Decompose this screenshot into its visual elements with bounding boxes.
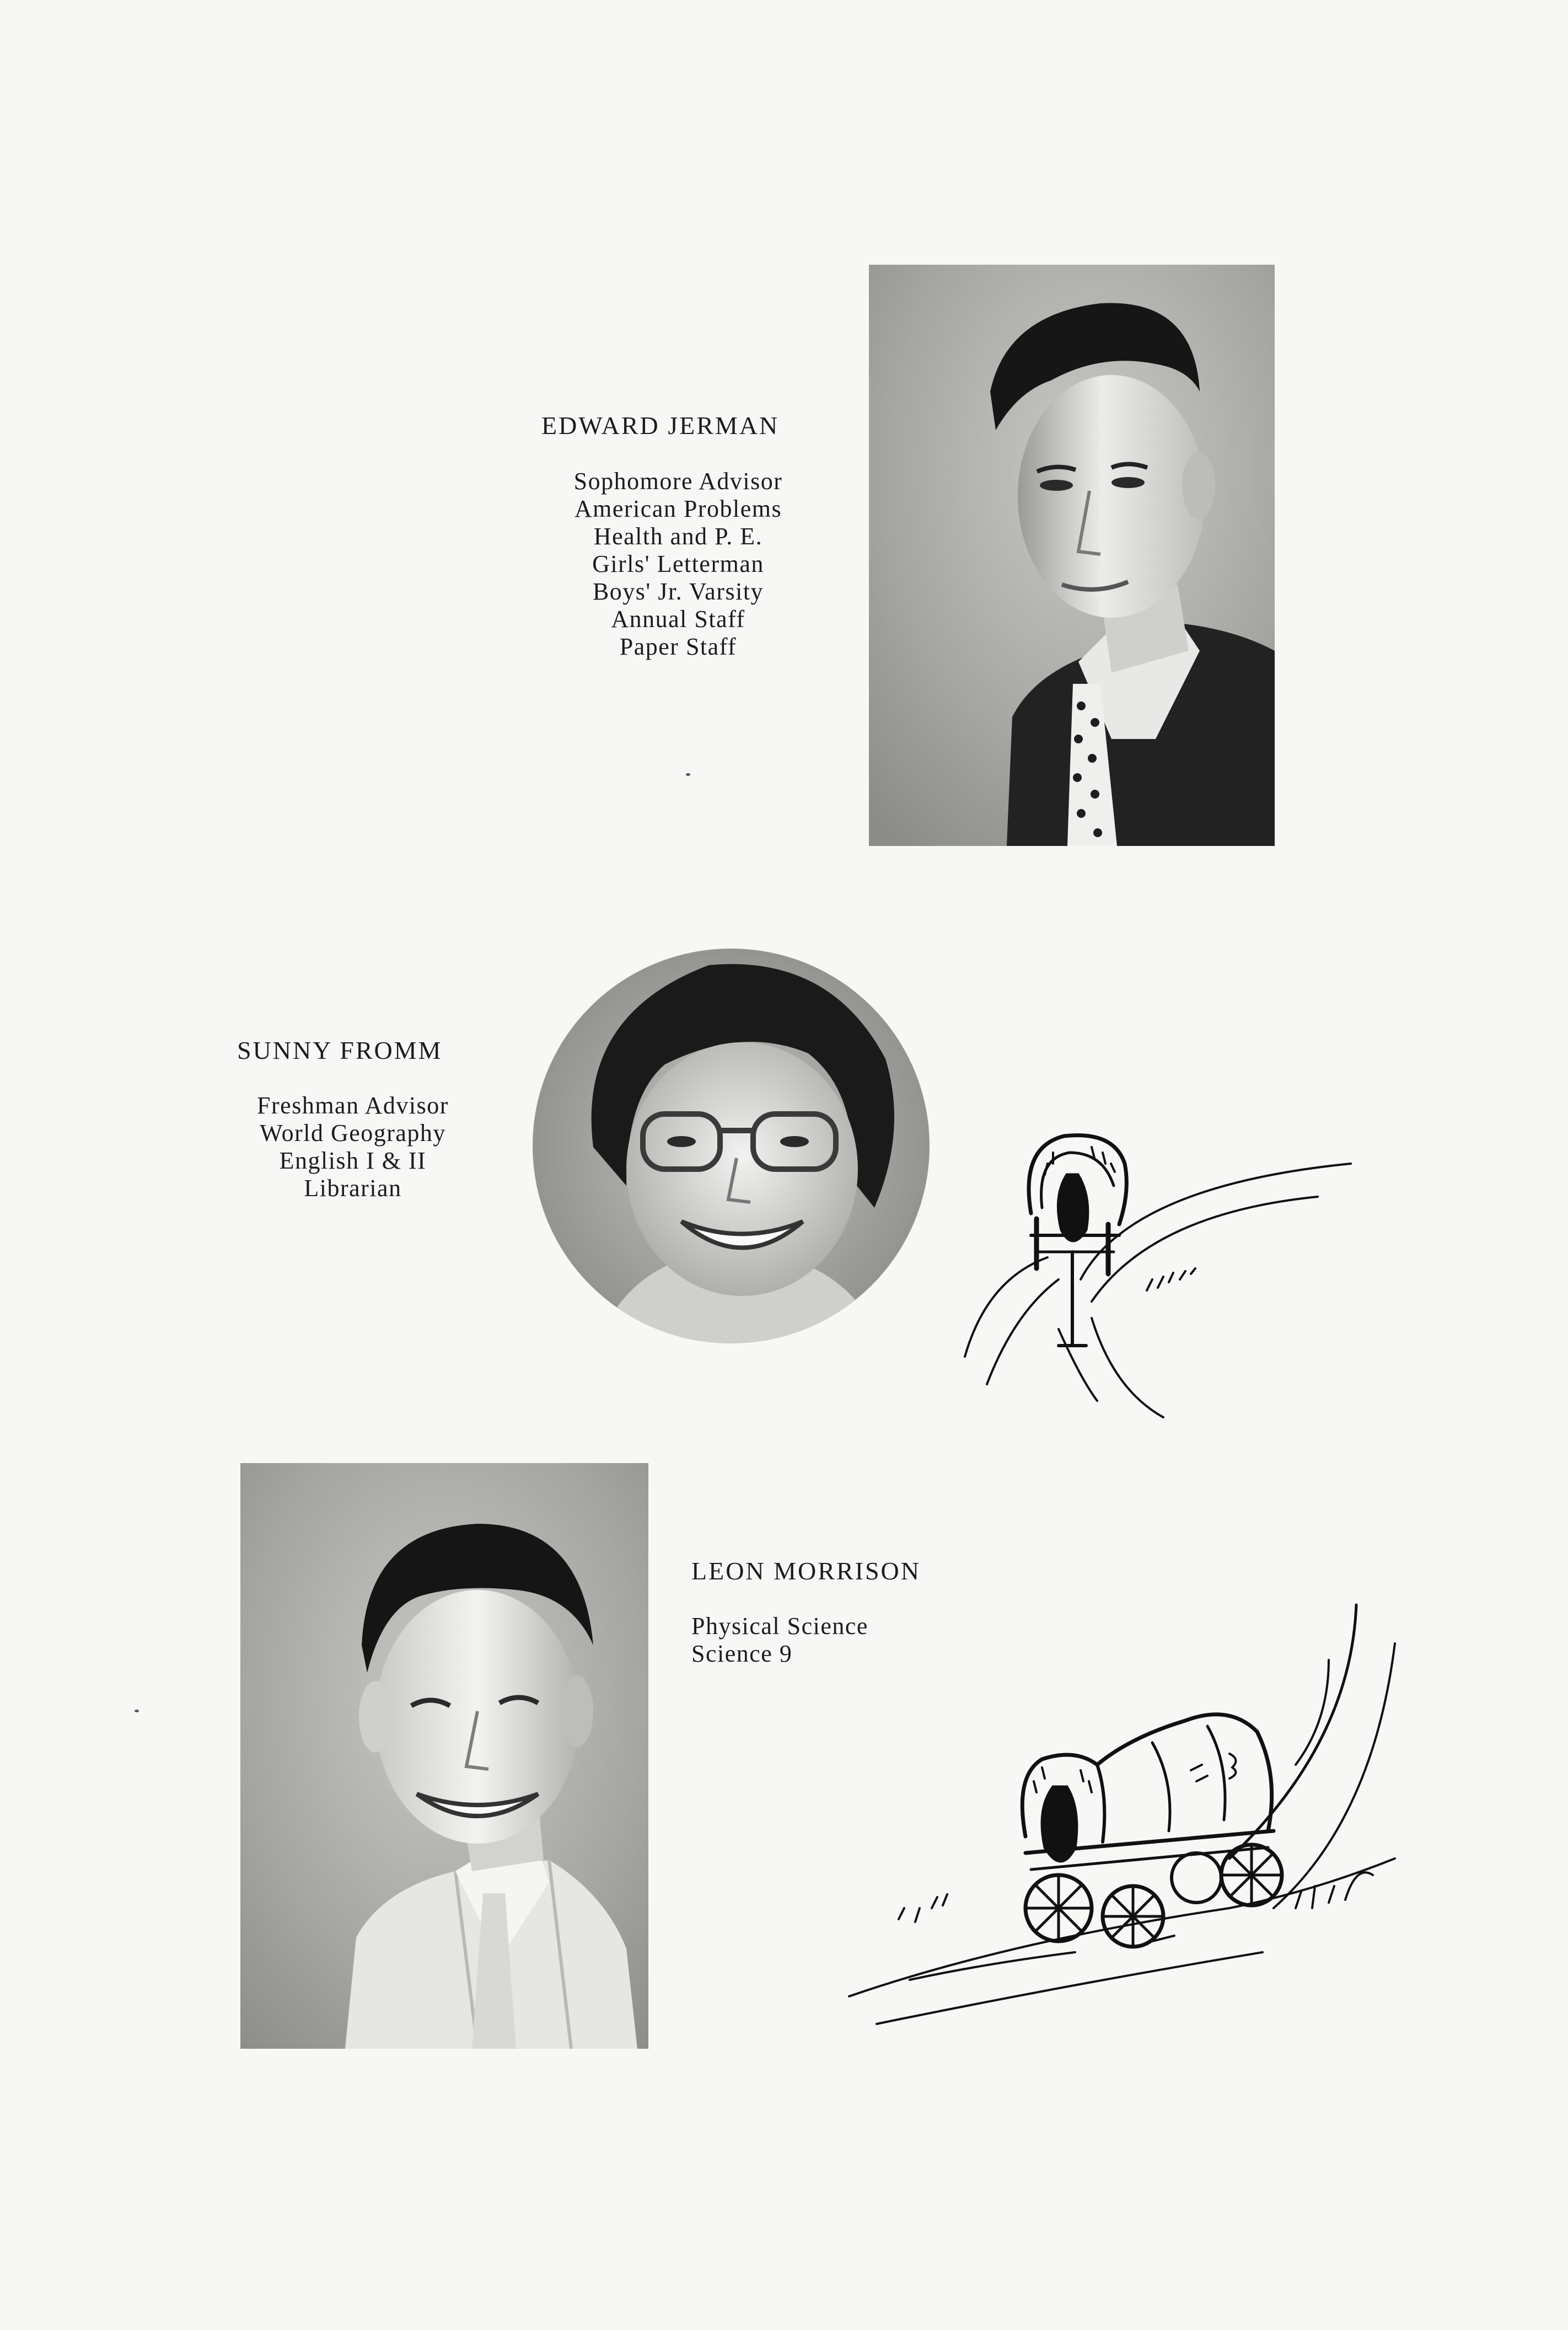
duty-line: Science 9 xyxy=(691,1640,793,1667)
duty-line: Annual Staff xyxy=(611,606,745,633)
staff-duties-edward-jerman xyxy=(529,468,827,661)
duty-line: Health and P. E. xyxy=(593,523,763,550)
duty-line: American Problems xyxy=(574,495,782,522)
staff-duties-sunny-fromm xyxy=(210,1092,496,1202)
portrait-photo-edward-jerman xyxy=(869,265,1275,846)
portrait-photo-sunny-fromm xyxy=(533,949,930,1343)
duty-line: Boys' Jr. Varsity xyxy=(592,578,764,605)
duty-line: Paper Staff xyxy=(619,633,737,660)
duty-line: Librarian xyxy=(304,1175,402,1202)
staff-name-leon-morrison: LEON MORRISON xyxy=(691,1557,921,1585)
staff-name-edward-jerman: EDWARD JERMAN xyxy=(541,411,780,440)
covered-wagon-sketch-icon xyxy=(844,1599,1406,2040)
duty-line: World Geography xyxy=(260,1120,446,1147)
duty-line: English I & II xyxy=(279,1147,427,1174)
portrait-photo-leon-morrison xyxy=(240,1463,648,2049)
duty-line: Girls' Letterman xyxy=(592,550,764,577)
covered-wagon-sketch-icon xyxy=(954,1114,1356,1423)
staff-name-sunny-fromm: SUNNY FROMM xyxy=(237,1036,443,1064)
scan-speck xyxy=(135,1710,139,1712)
duty-line: Physical Science xyxy=(691,1613,868,1640)
duty-line: Sophomore Advisor xyxy=(573,468,783,495)
scan-speck xyxy=(686,773,690,776)
duty-line: Freshman Advisor xyxy=(257,1092,449,1119)
